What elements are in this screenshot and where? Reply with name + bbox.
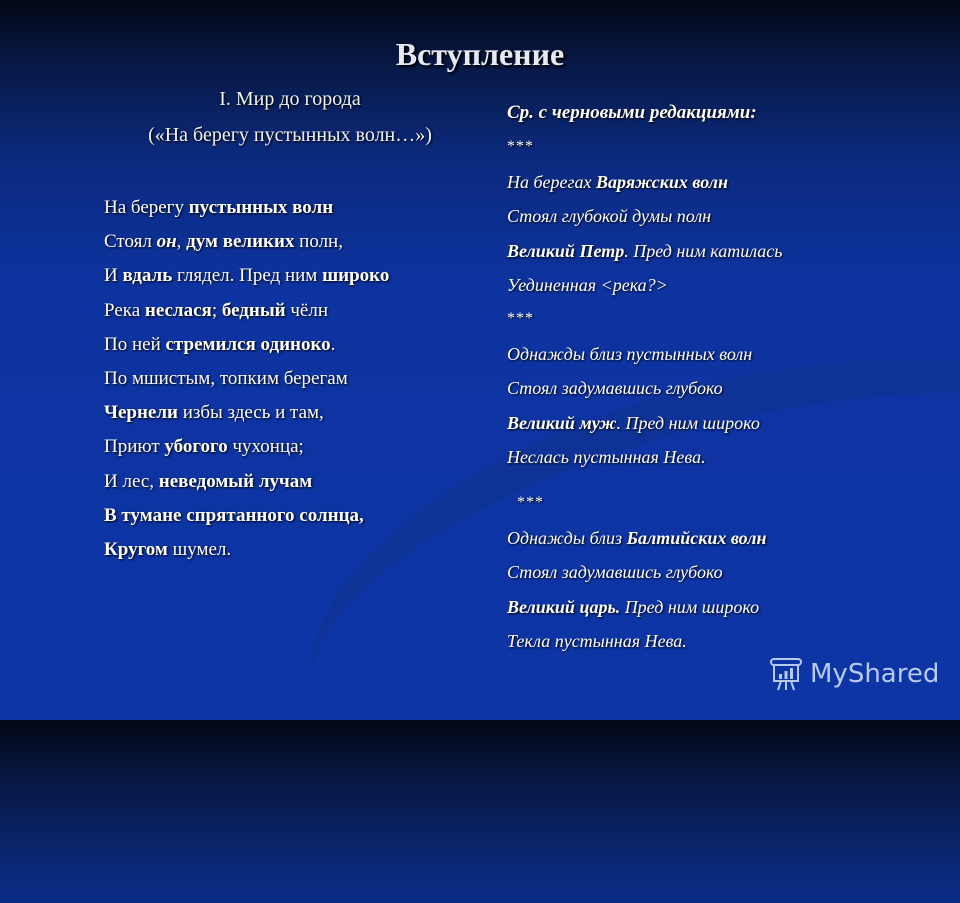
poem-line	[507, 590, 783, 624]
left-heading-section: I. Мир до города	[219, 88, 361, 110]
emphasized-text: бедный	[221, 299, 286, 321]
poem-line	[507, 624, 783, 658]
text-segment: Пред ним широко	[620, 596, 760, 617]
text-segment: Стоял глубокой думы полн	[507, 206, 712, 227]
poem-line	[104, 225, 389, 259]
emphasized-text: он	[156, 231, 177, 253]
text-segment: глядел. Пред ним	[172, 265, 323, 287]
text-segment: По мшистым, топким берегам	[104, 368, 348, 390]
emphasized-text: неслася	[144, 299, 212, 321]
text-segment: ;	[211, 299, 222, 321]
poem-line	[507, 406, 783, 440]
poem-line	[507, 268, 783, 302]
stanza-separator: ***	[507, 310, 534, 328]
text-segment: чухонца;	[227, 436, 304, 458]
poem-line	[507, 555, 783, 589]
poem-final-text	[104, 191, 389, 567]
poem-line	[104, 259, 389, 293]
text-segment: Уединенная <река?>	[507, 275, 668, 296]
emphasized-text: широко	[322, 265, 390, 287]
emphasized-text: пустынных волн	[188, 197, 334, 218]
text-segment: По ней	[104, 333, 166, 355]
poem-line	[507, 371, 783, 405]
text-segment: Река	[104, 299, 145, 321]
text-segment: . Пред ним широко	[616, 412, 760, 433]
left-heading-poem: («На берегу пустынных волн…»)	[148, 124, 432, 146]
text-segment: Стоял задумавшись глубоко	[507, 378, 723, 399]
emphasized-text: вдаль	[122, 265, 173, 287]
text-segment: полн,	[294, 231, 343, 253]
text-segment: Неслась пустынная Нева.	[507, 447, 706, 468]
poem-line	[104, 362, 389, 396]
emphasized-text: дум великих	[186, 231, 295, 253]
poem-line	[104, 430, 389, 464]
text-segment: На берегу	[104, 197, 189, 218]
emphasized-text: Чернели	[104, 402, 178, 424]
text-segment: На берегах	[507, 171, 597, 192]
emphasized-text: Балтийских волн	[626, 527, 767, 548]
stanza-separator: ***	[517, 494, 544, 512]
poem-line	[507, 521, 783, 555]
poem-line	[507, 440, 783, 474]
text-segment: Однажды близ пустынных волн	[507, 343, 753, 364]
emphasized-text: стремился одиноко	[165, 333, 331, 355]
presentation-chart-icon	[768, 655, 804, 693]
spacer	[507, 474, 783, 486]
watermark-label: MyShared	[810, 659, 940, 689]
poem-line	[104, 533, 389, 567]
poem-line	[507, 199, 783, 233]
poem-line	[104, 396, 389, 430]
text-segment: И	[104, 265, 123, 287]
text-segment: чёлн	[285, 299, 329, 321]
poem-line	[507, 234, 783, 268]
text-segment: ,	[176, 231, 187, 253]
emphasized-text: неведомый лучам	[158, 470, 313, 492]
text-segment: . Пред ним катилась	[624, 240, 783, 261]
emphasized-text: Варяжских волн	[596, 171, 728, 192]
text-segment: шумел.	[167, 539, 232, 561]
poem-line	[104, 191, 389, 225]
poem-line	[507, 337, 783, 371]
emphasized-text: Великий Петр	[507, 240, 625, 261]
poem-line	[104, 328, 389, 362]
text-segment: Однажды близ	[507, 527, 627, 548]
text-segment: Текла пустынная Нева.	[507, 631, 687, 652]
emphasized-text: В тумане спрятанного солнца,	[104, 504, 364, 526]
text-segment: Стоял задумавшись глубоко	[507, 562, 723, 583]
drafts-heading: Ср. с черновыми редакциями:	[507, 102, 757, 123]
text-segment: Стоял	[104, 231, 157, 253]
myshared-watermark	[768, 655, 939, 693]
stanza-separator: ***	[507, 138, 534, 156]
poem-draft-versions	[507, 96, 783, 659]
emphasized-text: убогого	[164, 436, 228, 458]
poem-line	[104, 465, 389, 499]
text-segment: И лес,	[104, 470, 159, 492]
text-segment: .	[330, 333, 336, 355]
poem-line	[507, 165, 783, 199]
slide-title: Вступление	[395, 36, 565, 72]
emphasized-text: Кругом	[104, 539, 168, 561]
text-segment: избы здесь и там,	[177, 402, 324, 424]
emphasized-text: Великий муж	[507, 412, 617, 433]
text-segment: Приют	[104, 436, 165, 458]
poem-line	[104, 499, 389, 533]
poem-line	[104, 294, 389, 328]
emphasized-text: Великий царь.	[507, 596, 621, 617]
